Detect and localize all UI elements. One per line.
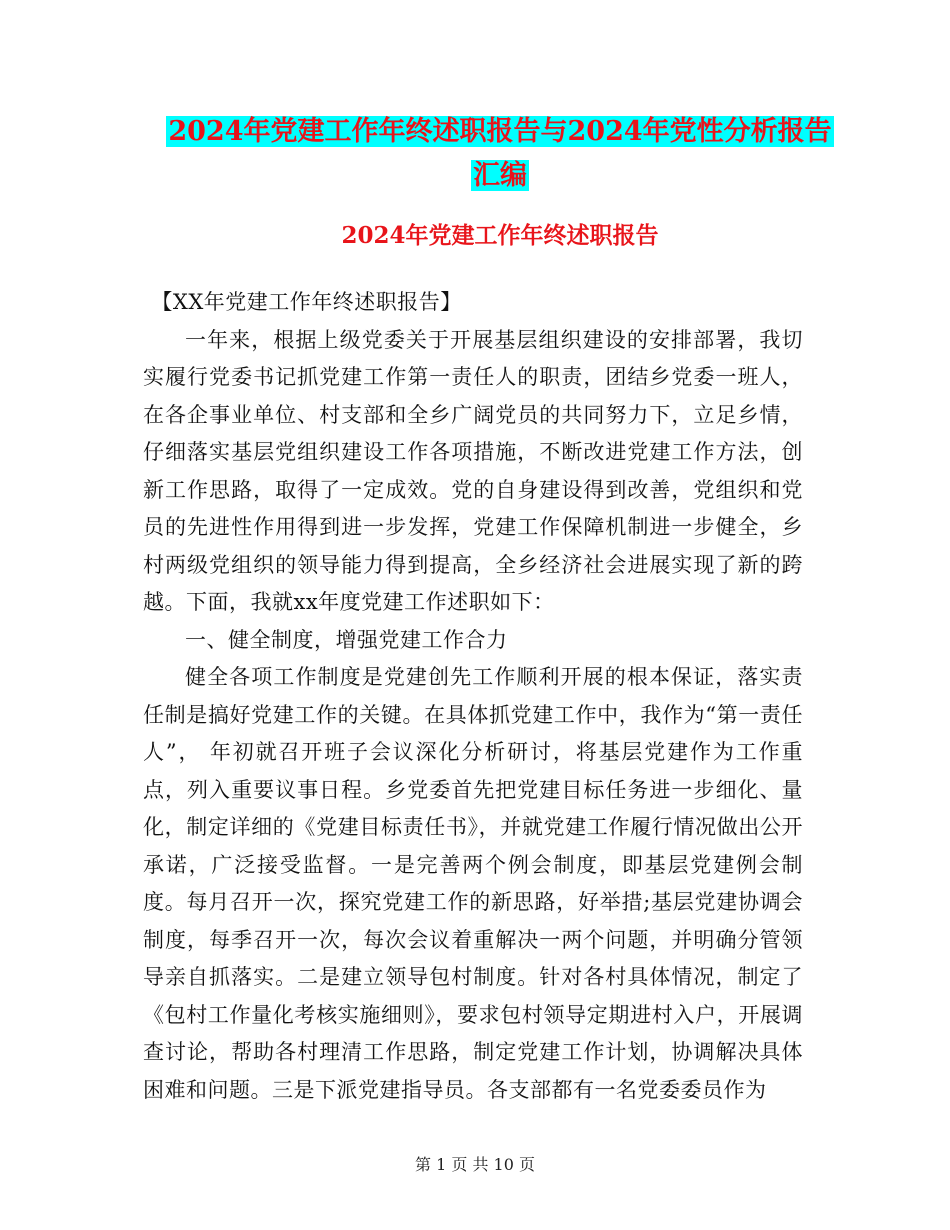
main-title-line-2: 汇编 [473, 160, 527, 191]
main-title [145, 110, 855, 198]
paragraph-intro: 一年来，根据上级党委关于开展基层组织建设的安排部署，我切实履行党委书记抓党建工作第一责任人的职责，团结乡党委一班人，在各企事业单位、村支部和全乡广阔党员的共同努力下，立足乡情，仔细落实基层党组织建设工作各项措施，不断改进党建工作方法，创新工作思路，取得了一定成效。党的自身建设得到改善，党组织和党员的先进性作用得到进一步发挥，党建工作保障机制进一步健全，乡村两级党组织的领导能力得到提高，全乡经济社会进展实现了新的跨越。下面，我就xx年度党建工作述职如下： [143, 327, 803, 614]
paragraph-section-1: 健全各项工作制度是党建创先工作顺利开展的根本保证，落实责任制是搞好党建工作的关键。在具体抓党建工作中，我作为“第一责任人”， 年初就召开班子会议深化分析研讨，将基层党建作为工作重点，列入重要议事日程。乡党委首先把党建目标任务进一步细化、量化，制定详细的《党建目标责任书》，并就党建工作履行情况做出公开承诺，广泛接受监督。一是完善两个例会制度，即基层党建例会制度。每月召开一次，探究党建工作的新思路，好举措;基层党建协调会制度，每季召开一次，每次会议着重解决一两个问题，并明确分管领导亲自抓落实。二是建立领导包村制度。针对各村具体情况，制定了《包村工作量化考核实施细则》，要求包村领导定期进村入户，开展调查讨论，帮助各村理清工作思路，制定党建工作计划，协调解决具体困难和问题。三是下派党建指导员。各支部都有一名党委委员作为 [143, 665, 803, 1102]
main-title-line-1: 2024年党建工作年终述职报告与2024年党性分析报告 [168, 116, 832, 147]
page-number-footer: 第 1 页 共 10 页 [415, 1155, 535, 1174]
section-title: 2024年党建工作年终述职报告 [341, 222, 659, 249]
body-text [143, 284, 803, 1109]
section-heading-1: 一、健全制度，增强党建工作合力 [185, 627, 508, 652]
bracket-heading: 【XX年党建工作年终述职报告】 [151, 290, 462, 314]
